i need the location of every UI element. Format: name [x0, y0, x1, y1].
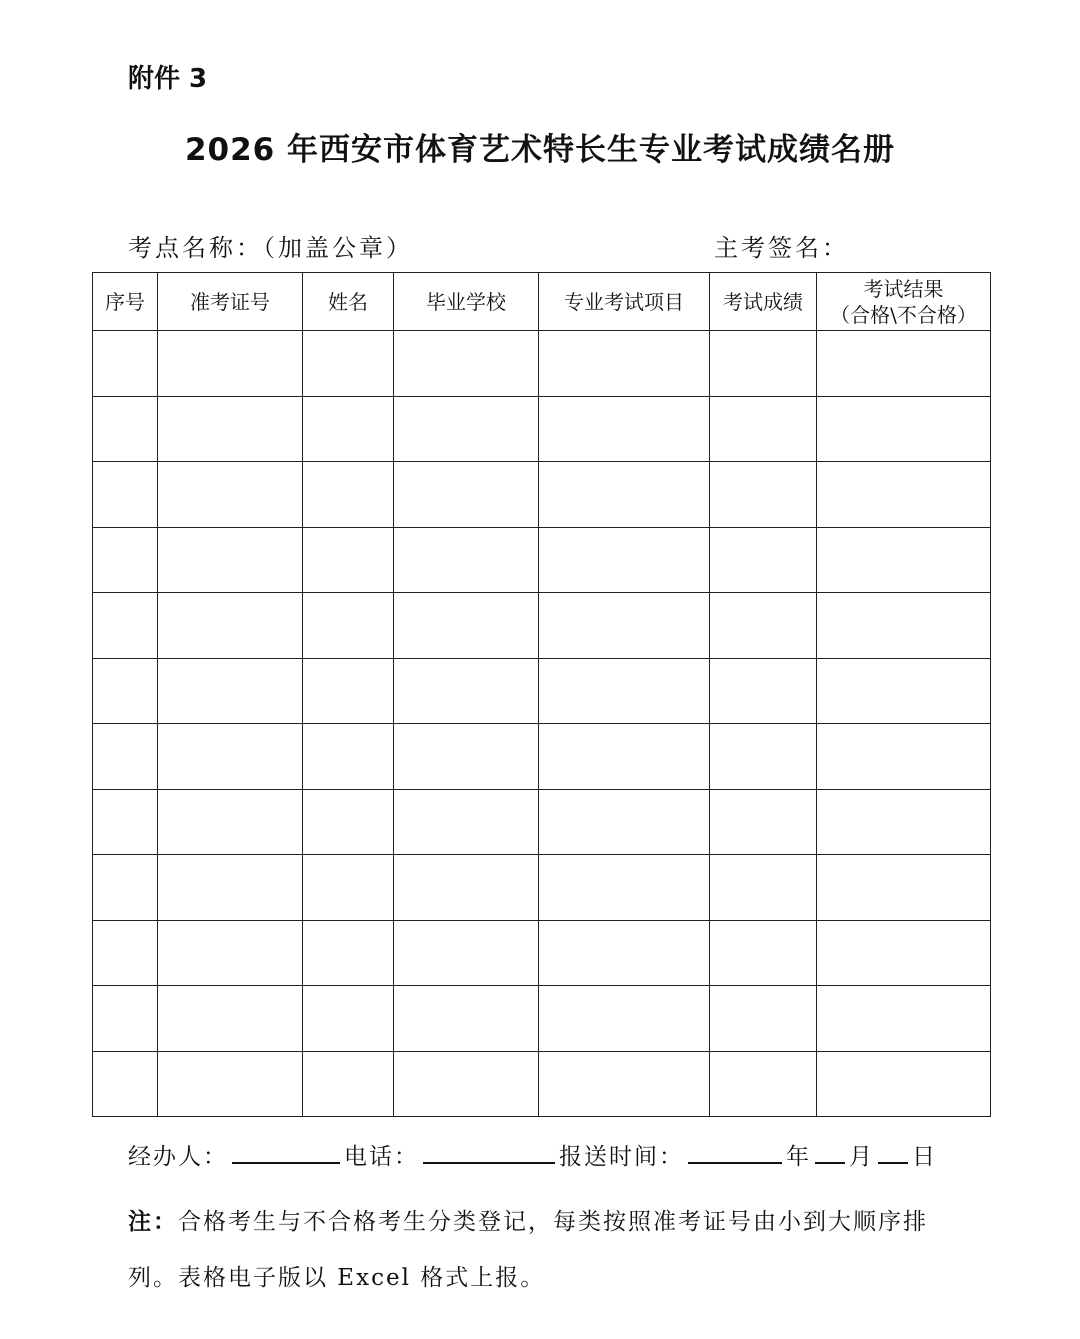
examiner-signature-label: 主考签名：: [714, 234, 849, 262]
table-cell[interactable]: [93, 920, 158, 986]
submit-time-label: 报送时间：: [559, 1144, 684, 1170]
note-paragraph: [128, 1194, 958, 1306]
table-cell[interactable]: [710, 593, 817, 659]
table-cell[interactable]: [539, 855, 710, 921]
table-cell[interactable]: [539, 1051, 710, 1117]
day-blank[interactable]: [878, 1140, 908, 1164]
table-cell[interactable]: [817, 1051, 991, 1117]
table-cell[interactable]: [303, 658, 394, 724]
table-cell[interactable]: [539, 331, 710, 397]
column-header-score: 考试成绩: [710, 273, 817, 331]
table-row: [93, 396, 991, 462]
table-row: [93, 920, 991, 986]
table-cell[interactable]: [710, 1051, 817, 1117]
table-cell[interactable]: [817, 724, 991, 790]
table-cell[interactable]: [93, 593, 158, 659]
table-cell[interactable]: [93, 658, 158, 724]
table-row: [93, 593, 991, 659]
table-cell[interactable]: [710, 855, 817, 921]
month-blank[interactable]: [815, 1140, 845, 1164]
table-cell[interactable]: [394, 593, 539, 659]
table-cell[interactable]: [158, 789, 303, 855]
table-row: [93, 462, 991, 528]
table-cell[interactable]: [817, 986, 991, 1052]
phone-blank[interactable]: [423, 1140, 555, 1164]
score-roster-table: [92, 272, 991, 1117]
table-row: [93, 986, 991, 1052]
table-header-row: [93, 273, 991, 331]
column-header-serial: 序号: [93, 273, 158, 331]
table-cell[interactable]: [710, 986, 817, 1052]
table-cell[interactable]: [710, 396, 817, 462]
table-cell[interactable]: [158, 462, 303, 528]
table-row: [93, 724, 991, 790]
exam-site-label: 考点名称：（加盖公章）: [128, 234, 413, 262]
table-cell[interactable]: [394, 462, 539, 528]
table-cell[interactable]: [303, 1051, 394, 1117]
table-cell[interactable]: [303, 396, 394, 462]
table-cell[interactable]: [817, 593, 991, 659]
column-header-ticket-number: 准考证号: [158, 273, 303, 331]
table-cell[interactable]: [158, 920, 303, 986]
table-cell[interactable]: [158, 724, 303, 790]
table-cell[interactable]: [158, 1051, 303, 1117]
table-cell[interactable]: [817, 396, 991, 462]
table-cell[interactable]: [539, 396, 710, 462]
table-cell[interactable]: [817, 855, 991, 921]
table-row: [93, 527, 991, 593]
table-cell[interactable]: [539, 462, 710, 528]
table-cell[interactable]: [303, 527, 394, 593]
table-cell[interactable]: [93, 331, 158, 397]
footer-submission-line: [128, 1138, 937, 1171]
table-cell[interactable]: [710, 724, 817, 790]
table-cell[interactable]: [93, 1051, 158, 1117]
table-cell[interactable]: [158, 396, 303, 462]
table-cell[interactable]: [710, 462, 817, 528]
table-cell[interactable]: [93, 396, 158, 462]
table-cell[interactable]: [539, 920, 710, 986]
table-row: [93, 855, 991, 921]
table-cell[interactable]: [394, 789, 539, 855]
table-cell[interactable]: [158, 855, 303, 921]
table-cell[interactable]: [303, 789, 394, 855]
table-cell[interactable]: [303, 986, 394, 1052]
table-cell[interactable]: [394, 724, 539, 790]
table-cell[interactable]: [158, 658, 303, 724]
table-cell[interactable]: [394, 986, 539, 1052]
table-cell[interactable]: [394, 396, 539, 462]
table-cell[interactable]: [303, 593, 394, 659]
table-cell[interactable]: [158, 527, 303, 593]
table-cell[interactable]: [93, 789, 158, 855]
table-cell[interactable]: [158, 986, 303, 1052]
table-cell[interactable]: [93, 724, 158, 790]
table-cell[interactable]: [158, 593, 303, 659]
table-cell[interactable]: [93, 462, 158, 528]
table-cell[interactable]: [710, 658, 817, 724]
table-cell[interactable]: [93, 527, 158, 593]
table-cell[interactable]: [817, 462, 991, 528]
note-text: 合格考生与不合格考生分类登记，每类按照准考证号由小到大顺序排列。表格电子版以 Excel 格式上报。: [128, 1209, 928, 1291]
table-cell[interactable]: [303, 920, 394, 986]
handler-blank[interactable]: [232, 1140, 340, 1164]
table-row: [93, 331, 991, 397]
table-cell[interactable]: [817, 789, 991, 855]
table-cell[interactable]: [817, 920, 991, 986]
table-cell[interactable]: [93, 855, 158, 921]
table-cell[interactable]: [710, 920, 817, 986]
table-cell[interactable]: [93, 986, 158, 1052]
year-label: 年: [786, 1144, 811, 1170]
table-cell[interactable]: [394, 331, 539, 397]
phone-label: 电话：: [344, 1144, 419, 1170]
table-cell[interactable]: [539, 658, 710, 724]
table-cell[interactable]: [710, 789, 817, 855]
column-header-name: 姓名: [303, 273, 394, 331]
month-label: 月: [849, 1144, 874, 1170]
column-header-school: 毕业学校: [394, 273, 539, 331]
table-row: [93, 658, 991, 724]
table-cell[interactable]: [710, 527, 817, 593]
table-cell[interactable]: [303, 855, 394, 921]
table-cell[interactable]: [303, 462, 394, 528]
table-cell[interactable]: [394, 658, 539, 724]
day-label: 日: [912, 1144, 937, 1170]
table-cell[interactable]: [817, 658, 991, 724]
table-cell[interactable]: [539, 593, 710, 659]
table-cell[interactable]: [817, 331, 991, 397]
table-cell[interactable]: [303, 331, 394, 397]
table-cell[interactable]: [539, 789, 710, 855]
year-blank[interactable]: [688, 1140, 782, 1164]
table-cell[interactable]: [817, 527, 991, 593]
table-cell[interactable]: [394, 1051, 539, 1117]
column-header-exam-item: 专业考试项目: [539, 273, 710, 331]
table-cell[interactable]: [394, 855, 539, 921]
table-cell[interactable]: [394, 920, 539, 986]
table-row: [93, 1051, 991, 1117]
table-cell[interactable]: [710, 331, 817, 397]
column-header-result: 考试结果 （合格\不合格）: [817, 273, 991, 331]
table-row: [93, 789, 991, 855]
table-cell[interactable]: [539, 986, 710, 1052]
page-title: 2026 年西安市体育艺术特长生专业考试成绩名册: [184, 132, 896, 168]
table-cell[interactable]: [394, 527, 539, 593]
table-cell[interactable]: [539, 527, 710, 593]
handler-label: 经办人：: [128, 1144, 228, 1170]
attachment-label: 附件 3: [128, 64, 208, 94]
table-cell[interactable]: [158, 331, 303, 397]
note-prefix: 注：: [128, 1208, 178, 1235]
table-cell[interactable]: [539, 724, 710, 790]
table-cell[interactable]: [303, 724, 394, 790]
